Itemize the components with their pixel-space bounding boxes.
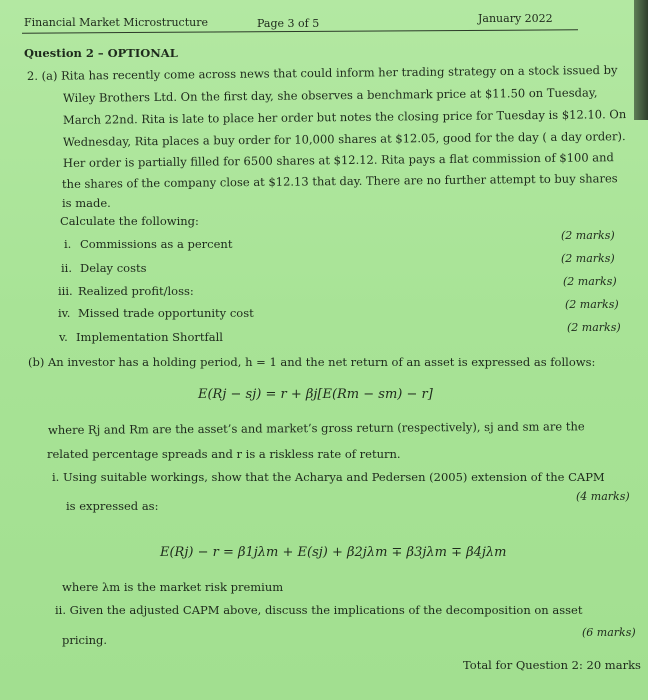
sub-i-line-2: is expressed as:: [66, 499, 159, 513]
question-title: Question 2 – OPTIONAL: [24, 46, 178, 60]
part-a-line-2: Wiley Brothers Ltd. On the first day, she observes a benchmark price at $11.50 on Tuesday,: [62, 85, 598, 105]
item-iv-marks: (2 marks): [565, 298, 619, 311]
part-b-intro: (b) An investor has a holding period, h = 1 and the net return of an asset is expressed as follows:: [28, 355, 596, 369]
course-title: Financial Market Microstructure: [24, 16, 208, 29]
item-ii-text: Delay costs: [80, 261, 147, 275]
item-iii-num: iii.: [58, 284, 73, 298]
item-i-marks: (2 marks): [561, 229, 615, 242]
acharya-pedersen-equation: E(Rj) − r = β1jλm + E(sj) + β2jλm ∓ β3jλm ∓ β4jλm: [160, 545, 507, 560]
sub-ii-marks: (6 marks): [582, 626, 636, 639]
part-a-line-6: the shares of the company close at $12.13 that day. There are no further attempt to buy shares: [61, 171, 618, 191]
page-edge-shadow: [634, 0, 648, 120]
net-return-equation: E(Rj − sj) = r + βj[E(Rm − sm) − r]: [198, 387, 433, 402]
where-line-2: related percentage spreads and r is a riskless rate of return.: [47, 447, 401, 461]
item-iii-text: Realized profit/loss:: [78, 284, 194, 298]
item-v-text: Implementation Shortfall: [76, 330, 223, 344]
item-v-marks: (2 marks): [567, 321, 621, 334]
part-a-line-4: Wednesday, Rita places a buy order for 10,000 shares at $12.05, good for the day ( a day order).: [62, 129, 626, 149]
item-v-num: v.: [59, 330, 68, 344]
sub-ii-line-2: pricing.: [62, 633, 108, 647]
exam-date: January 2022: [478, 12, 553, 25]
item-ii-marks: (2 marks): [561, 252, 615, 265]
item-iii-marks: (2 marks): [563, 275, 617, 288]
part-a-line-1: 2. (a) Rita has recently come across news that could inform her trading strategy on a stock issued by: [26, 62, 618, 83]
part-a-line-7: is made.: [62, 196, 111, 210]
where-line-1: where Rj and Rm are the asset’s and market’s gross return (respectively), sj and sm are the: [47, 419, 585, 437]
item-iv-num: iv.: [58, 306, 71, 320]
where-lambda-line: where λm is the market risk premium: [62, 580, 284, 594]
item-i-num: i.: [64, 237, 72, 251]
part-a-line-3: March 22nd. Rita is late to place her order but notes the closing price for Tuesday is $12.10. On: [62, 107, 627, 127]
part-a-line-5: Her order is partially filled for 6500 shares at $12.12. Rita pays a flat commission of $100 and: [62, 150, 614, 170]
sub-i-line-1: i. Using suitable workings, show that the Acharya and Pedersen (2005) extension of the CAPM: [52, 470, 605, 484]
item-ii-num: ii.: [61, 261, 73, 275]
question-total: Total for Question 2: 20 marks: [463, 658, 641, 672]
sub-ii-line-1: ii. Given the adjusted CAPM above, discuss the implications of the decomposition on asset: [55, 603, 583, 617]
sub-i-marks: (4 marks): [576, 490, 630, 503]
page-number: Page 3 of 5: [257, 17, 320, 30]
item-i-text: Commissions as a percent: [80, 237, 233, 251]
calculate-label: Calculate the following:: [60, 214, 199, 228]
item-iv-text: Missed trade opportunity cost: [78, 306, 254, 320]
